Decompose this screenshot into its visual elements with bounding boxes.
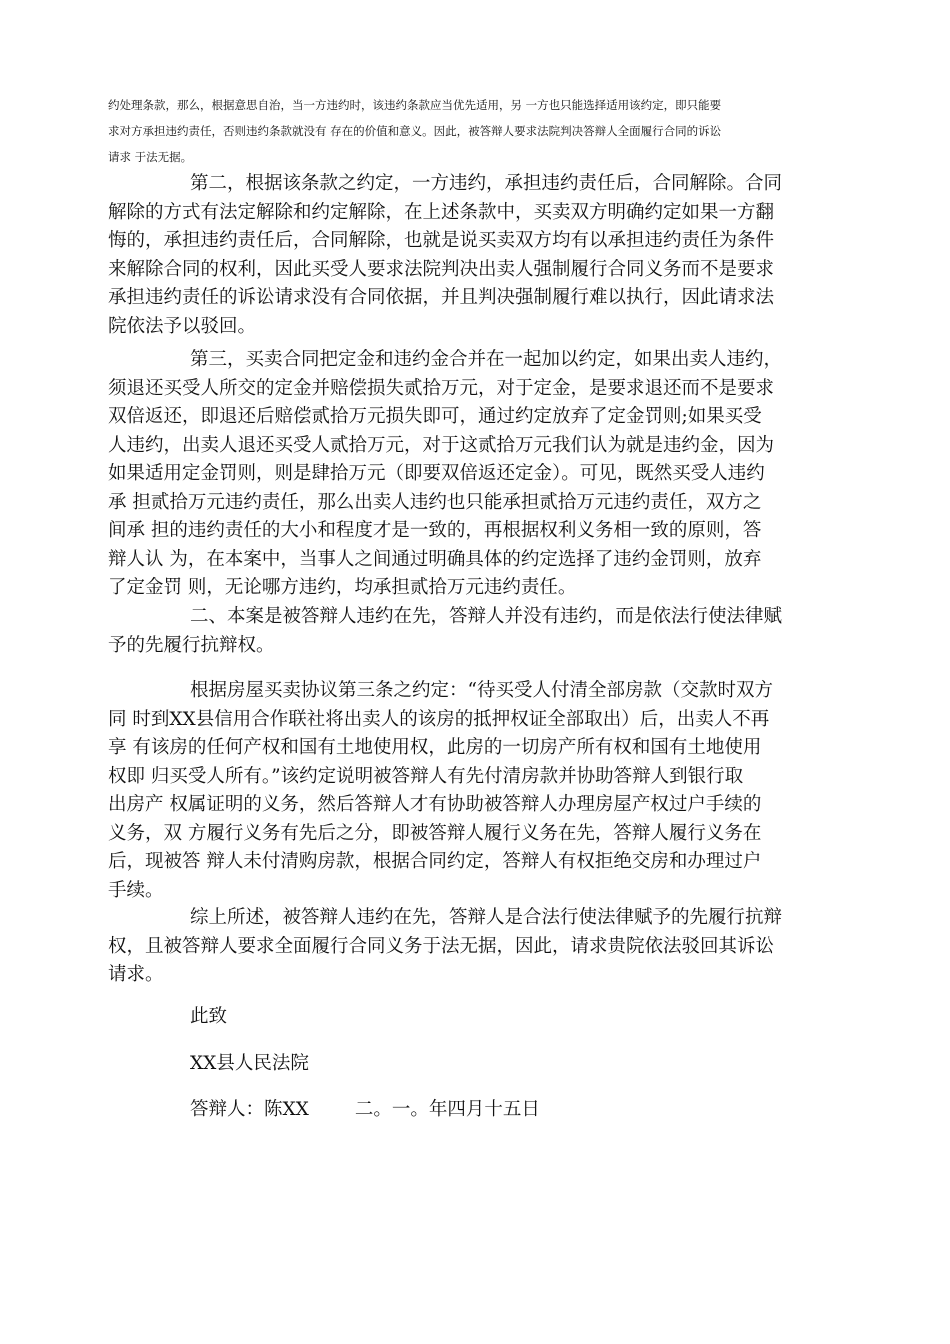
third-line-1: 第三，买卖合同把定金和违约金合并在一起加以约定，如果出卖人违约， bbox=[190, 349, 783, 370]
intro-paragraph bbox=[108, 92, 844, 170]
agreement-line-4: 权即 归买受人所有。”该约定说明被答辩人有先付清房款并协助答辩人到银行取 bbox=[108, 765, 744, 787]
third-line-6: 承 担贰拾万元违约责任，那么出卖人违约也只能承担贰拾万元违约责任，双方之 bbox=[108, 491, 762, 513]
intro-line-3: 请求 于法无据。 bbox=[108, 150, 193, 164]
agreement-line-2: 同 时到XX县信用合作联社将出卖人的该房的抵押权证全部取出）后，出卖人不再 bbox=[108, 708, 770, 730]
conclusion-line-2: 权，且被答辩人要求全面履行合同义务于法无据，因此，请求贵院依法驳回其诉讼 bbox=[108, 935, 775, 957]
intro-line-1: 约处理条款，那么，根据意思自治，当一方违约时，该违约条款应当优先适用，另 一方也只能选择适用该约定，即只能要 bbox=[108, 98, 722, 112]
paragraph-agreement-clause bbox=[108, 677, 844, 905]
signature-date: 二。一。年四月十五日 bbox=[354, 1099, 540, 1120]
second-line-6: 院依法予以驳回。 bbox=[108, 315, 257, 337]
second-line-4: 来解除合同的权利，因此买受人要求法院判决出卖人强制履行合同义务而不是要求 bbox=[108, 258, 775, 280]
conclusion-line-3: 请求。 bbox=[108, 964, 164, 985]
paragraph-conclusion bbox=[108, 904, 844, 990]
third-line-5: 如果适用定金罚则，则是肆拾万元（即要双倍返还定金）。可见，既然买受人违约 bbox=[108, 463, 765, 484]
agreement-line-6: 义务，双 方履行义务有先后之分，即被答辩人履行义务在先，答辩人履行义务在 bbox=[108, 822, 762, 844]
closing-court-name: XX县人民法院 bbox=[190, 1053, 309, 1074]
closing-signature-line bbox=[190, 1096, 540, 1124]
conclusion-line-1: 综上所述，被答辩人违约在先，答辩人是合法行使法律赋予的先履行抗辩 bbox=[190, 907, 783, 928]
agreement-line-8: 手续。 bbox=[108, 879, 164, 901]
section2-line-1: 二、本案是被答辩人违约在先，答辩人并没有违约，而是依法行使法律赋 bbox=[190, 606, 783, 627]
agreement-line-1: 根据房屋买卖协议第三条之约定：“待买受人付清全部房款（交款时双方 bbox=[190, 680, 773, 701]
intro-line-2: 求对方承担违约责任，否则违约条款就没有 存在的价值和意义。因此，被答辩人要求法院判决答辩人全面履行合同的诉讼 bbox=[108, 124, 722, 138]
third-line-7: 间承 担的违约责任的大小和程度才是一致的，再根据权利义务相一致的原则，答 bbox=[108, 520, 762, 541]
paragraph-third-point bbox=[108, 346, 844, 603]
third-line-9: 了定金罚 则，无论哪方违约，均承担贰拾万元违约责任。 bbox=[108, 577, 577, 598]
second-line-2: 解除的方式有法定解除和约定解除，在上述条款中，买卖双方明确约定如果一方翻 bbox=[108, 201, 775, 223]
closing-salutation: 此致 bbox=[190, 1006, 228, 1027]
paragraph-second-point bbox=[108, 170, 844, 341]
agreement-line-3: 享 有该房的任何产权和国有土地使用权，此房的一切房产所有权和国有土地使用 bbox=[108, 737, 762, 758]
paragraph-section-two-heading bbox=[108, 603, 844, 660]
second-line-1: 第二，根据该条款之约定，一方违约，承担违约责任后，合同解除。合同 bbox=[190, 173, 783, 194]
section2-line-2: 予的先履行抗辩权。 bbox=[108, 634, 275, 656]
third-line-2: 须退还买受人所交的定金并赔偿损失贰拾万元，对于定金，是要求退还而不是要求 bbox=[108, 377, 775, 399]
third-line-3: 双倍返还，即退还后赔偿贰拾万元损失即可，通过约定放弃了定金罚则;如果买受 bbox=[108, 406, 762, 427]
third-line-4: 人违约，出卖人退还买受人贰拾万元，对于这贰拾万元我们认为就是违约金，因为 bbox=[108, 434, 775, 456]
agreement-line-5: 出房产 权属证明的义务，然后答辩人才有协助被答辩人办理房屋产权过户手续的 bbox=[108, 794, 762, 815]
third-line-8: 辩人认 为，在本案中，当事人之间通过明确具体的约定选择了违约金罚则，放弃 bbox=[108, 548, 762, 570]
second-line-3: 悔的，承担违约责任后，合同解除，也就是说买卖双方均有以承担违约责任为条件 bbox=[108, 230, 775, 251]
second-line-5: 承担违约责任的诉讼请求没有合同依据，并且判决强制履行难以执行，因此请求法 bbox=[108, 287, 775, 308]
agreement-line-7: 后，现被答 辩人未付清购房款，根据合同约定，答辩人有权拒绝交房和办理过户 bbox=[108, 851, 762, 872]
signatory-name: 答辩人：陈XX bbox=[190, 1099, 309, 1120]
